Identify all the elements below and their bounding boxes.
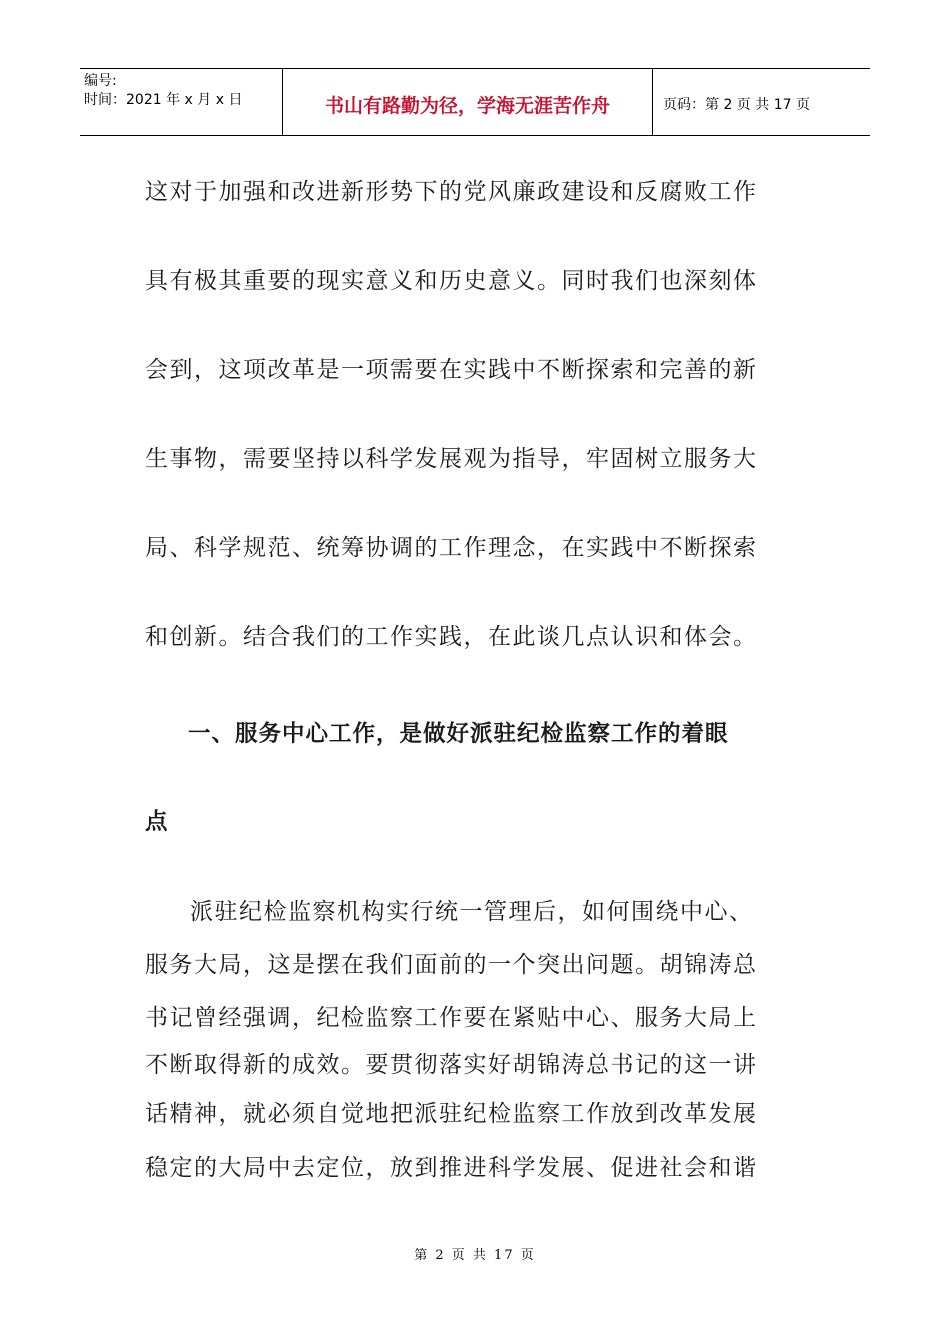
paragraph-line: 服务大局，这是摆在我们面前的一个突出问题。胡锦涛总 xyxy=(145,952,758,978)
paragraph-line: 派驻纪检监察机构实行统一管理后，如何围绕中心、 xyxy=(190,899,754,925)
header-meta-cell xyxy=(80,69,283,135)
paragraph-line: 这对于加强和改进新形势下的党风廉政建设和反腐败工作 xyxy=(145,179,758,205)
page-header xyxy=(80,68,870,136)
paragraph-line: 稳定的大局中去定位，放到推进科学发展、促进社会和谐 xyxy=(145,1155,758,1181)
paragraph-line: 不断取得新的成效。要贯彻落实好胡锦涛总书记的这一讲 xyxy=(145,1052,758,1078)
paragraph-line: 话精神，就必须自觉地把派驻纪检监察工作放到改革发展 xyxy=(145,1101,758,1127)
paragraph-line: 具有极其重要的现实意义和历史意义。同时我们也深刻体 xyxy=(145,268,758,294)
paragraph-line: 会到，这项改革是一项需要在实践中不断探索和完善的新 xyxy=(145,357,758,383)
page-footer: 第 2 页 共 17 页 xyxy=(414,1248,536,1263)
paragraph-line: 和创新。结合我们的工作实践，在此谈几点认识和体会。 xyxy=(145,624,758,650)
paragraph-line: 生事物，需要坚持以科学发展观为指导，牢固树立服务大 xyxy=(145,446,758,472)
header-page-code: 页码：第 2 页 共 17 页 xyxy=(663,97,810,113)
header-motto: 书山有路勤为径，学海无涯苦作舟 xyxy=(283,69,653,135)
section-heading-continuation: 点 xyxy=(145,809,169,835)
paragraph-line: 局、科学规范、统筹协调的工作理念，在实践中不断探索 xyxy=(145,535,758,561)
section-heading: 一、服务中心工作，是做好派驻纪检监察工作的着眼 xyxy=(188,721,729,747)
document-date-label: 时间：2021 年 x 月 x 日 xyxy=(84,92,243,108)
document-number-label: 编号: xyxy=(84,73,117,89)
paragraph-line: 书记曾经强调，纪检监察工作要在紧贴中心、服务大局上 xyxy=(145,1005,758,1031)
